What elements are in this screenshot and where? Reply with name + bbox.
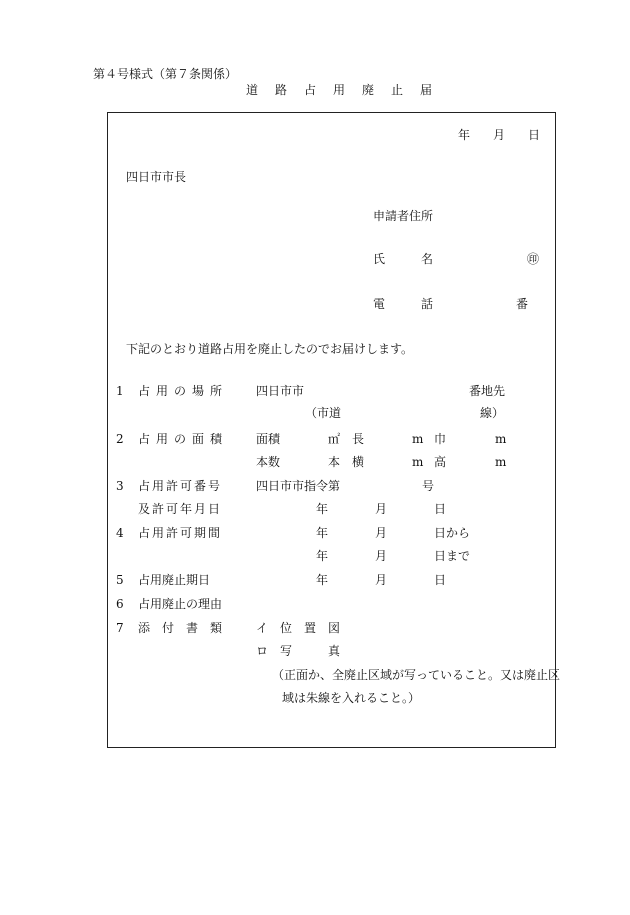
item-2-row1-area-label: 面積 xyxy=(256,432,281,446)
item-3-go: 号 xyxy=(422,479,435,493)
item-7-label: 添 付 書 類 xyxy=(138,621,223,635)
attachment-location-map: イ 位 置 図 xyxy=(256,621,341,635)
item-2-row2-m2: m xyxy=(495,455,507,469)
item-3-year: 年 xyxy=(316,502,329,516)
item-5-number: 5 xyxy=(116,573,124,587)
form-number: 第４号様式（第７条関係） xyxy=(93,67,238,81)
item-4-from-month: 月 xyxy=(375,526,388,540)
item-3-label: 占 用 許 可 番 号 xyxy=(138,479,221,493)
item-2-row1-length: 長 xyxy=(352,432,365,446)
item-5-month: 月 xyxy=(375,573,388,587)
item-1-road-open: （市道 xyxy=(305,406,342,420)
applicant-name-label-2: 名 xyxy=(421,252,434,266)
item-2-row2-pieces: 本 xyxy=(328,455,341,469)
item-3-label-2: 及 許 可 年 月 日 xyxy=(138,502,221,516)
attachment-photo: ロ 写 真 xyxy=(256,644,341,658)
title-char: 占 xyxy=(304,83,317,97)
item-3-number: 3 xyxy=(116,479,124,493)
item-6-number: 6 xyxy=(116,597,124,611)
item-6-label: 占用廃止の理由 xyxy=(138,597,223,611)
item-2-row1-m1: m xyxy=(412,432,424,446)
intro-text: 下記のとおり道路占用を廃止したのでお届けします。 xyxy=(126,342,414,356)
item-2-row2-height: 高 xyxy=(434,455,447,469)
item-3-designation: 四日市市指令第 xyxy=(256,479,341,493)
date-day: 日 xyxy=(528,128,541,142)
item-7-number: 7 xyxy=(116,621,124,635)
item-1-banchi: 番地先 xyxy=(469,384,506,398)
item-2-row1-width: 巾 xyxy=(434,432,447,446)
item-2-row2-count-label: 本数 xyxy=(256,455,281,469)
item-4-number: 4 xyxy=(116,526,124,540)
applicant-name-label-1: 氏 xyxy=(373,252,386,266)
item-2-row2-m1: m xyxy=(412,455,424,469)
applicant-phone-label-1: 電 xyxy=(373,297,386,311)
item-5-day: 日 xyxy=(434,573,447,587)
item-4-label: 占 用 許 可 期 間 xyxy=(138,526,221,540)
item-4-until-month: 月 xyxy=(375,549,388,563)
item-4-from-year: 年 xyxy=(316,526,329,540)
title-char: 廃 xyxy=(362,83,375,97)
date-year: 年 xyxy=(458,128,471,142)
item-1-city: 四日市市 xyxy=(256,384,305,398)
item-3-month: 月 xyxy=(375,502,388,516)
attachment-note-line-1: （正面か、全廃止区域が写っていること。又は廃止区 xyxy=(272,668,561,682)
item-4-from-day: 日から xyxy=(434,526,471,540)
title-char: 届 xyxy=(420,83,433,97)
item-4-until-year: 年 xyxy=(316,549,329,563)
date-month: 月 xyxy=(493,128,506,142)
title-char: 用 xyxy=(333,83,346,97)
item-2-row1-m2: m xyxy=(495,432,507,446)
item-5-year: 年 xyxy=(316,573,329,587)
item-2-number: 2 xyxy=(116,432,124,446)
item-1-number: 1 xyxy=(116,384,124,398)
title-char: 路 xyxy=(275,83,288,97)
item-5-label: 占用廃止期日 xyxy=(138,573,211,587)
attachment-note-line-2: 域は朱線を入れること。） xyxy=(282,691,421,705)
item-2-label: 占 用 の 面 積 xyxy=(138,432,223,446)
applicant-phone-label-2: 話 xyxy=(421,297,434,311)
title-char: 道 xyxy=(246,83,259,97)
title-char: 止 xyxy=(391,83,404,97)
applicant-phone-suffix: 番 xyxy=(516,297,529,311)
item-1-label: 占 用 の 場 所 xyxy=(138,384,223,398)
applicant-address-label: 申請者住所 xyxy=(373,209,434,223)
document-title xyxy=(246,83,449,97)
item-1-road-close: 線） xyxy=(480,406,505,420)
item-3-day: 日 xyxy=(434,502,447,516)
item-2-row1-sqm: ㎡ xyxy=(328,432,341,446)
seal-mark: ㊞ xyxy=(527,252,540,266)
item-4-until-day: 日まで xyxy=(434,549,471,563)
addressee: 四日市市長 xyxy=(126,170,187,184)
item-2-row2-breadth: 横 xyxy=(352,455,365,469)
